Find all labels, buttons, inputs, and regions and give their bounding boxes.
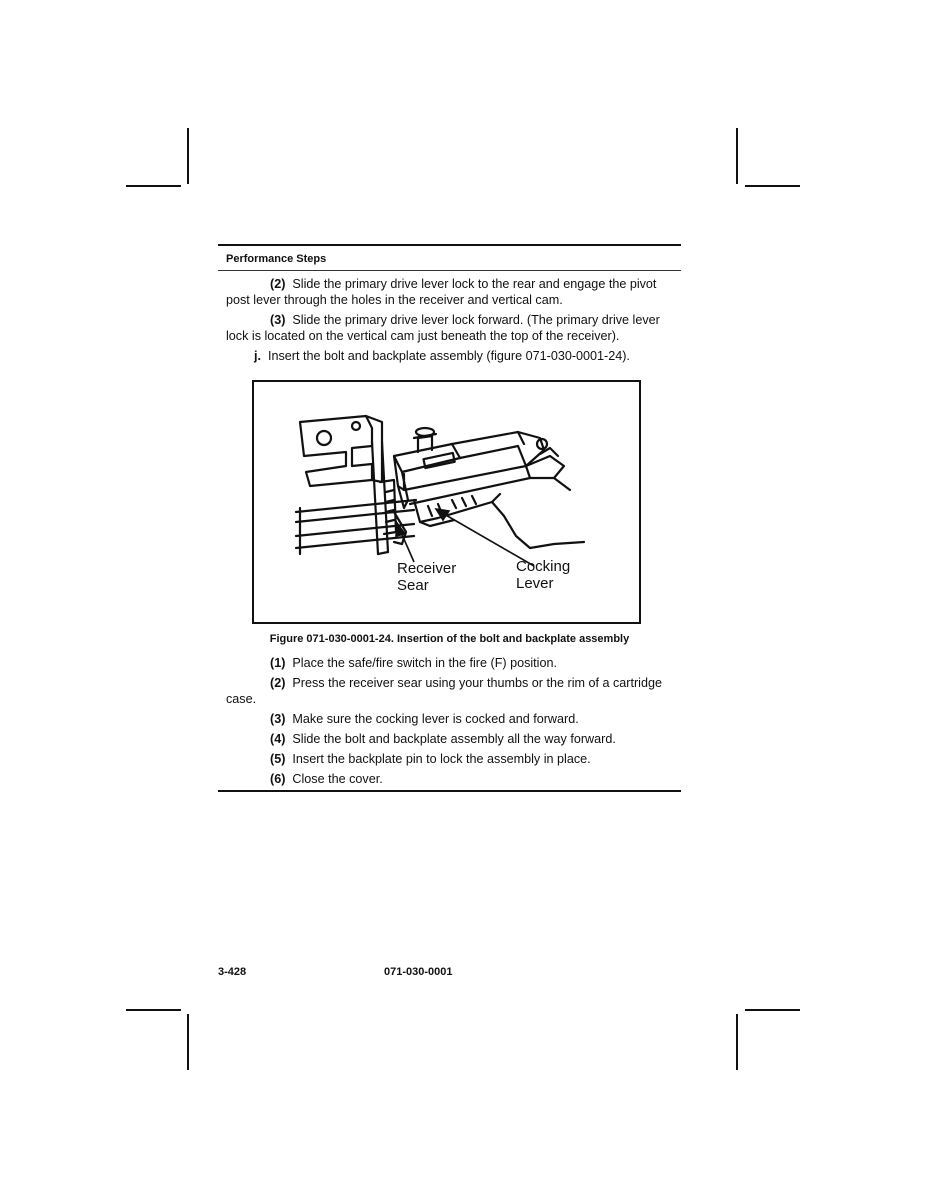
crop-mark-top-left-vertical	[187, 128, 189, 184]
step-number: (5)	[270, 752, 286, 766]
step-j-insert-bolt	[226, 348, 679, 364]
step-2-lever-lock-rear	[226, 276, 679, 308]
step-3-cocking-lever-check	[226, 711, 679, 727]
callout-receiver-sear	[397, 560, 456, 594]
step-1-safe-fire-switch	[226, 655, 679, 671]
crop-mark-bottom-left-vertical	[187, 1014, 189, 1070]
step-text: Insert the backplate pin to lock the assembly in place.	[292, 752, 591, 766]
step-number: (2)	[270, 676, 286, 690]
step-5-insert-backplate-pin	[226, 751, 679, 767]
crop-mark-bottom-left-horizontal	[126, 1009, 181, 1011]
step-2-press-receiver-sear	[226, 675, 679, 707]
step-text: Slide the primary drive lever lock to the rear and engage the pivot post lever through the holes in the receiver and vertical cam.	[226, 277, 657, 307]
step-4-slide-bolt-forward	[226, 731, 679, 747]
section-bottom-rule	[218, 790, 681, 792]
step-text: Place the safe/fire switch in the fire (F) position.	[292, 656, 557, 670]
step-text: Make sure the cocking lever is cocked and forward.	[292, 712, 579, 726]
callout-line: Lever	[516, 575, 554, 592]
callout-line: Cocking	[516, 558, 571, 575]
crop-mark-bottom-right-horizontal	[745, 1009, 800, 1011]
callout-line: Sear	[397, 577, 429, 594]
performance-steps-section	[218, 244, 681, 792]
step-number: (3)	[270, 712, 286, 726]
crop-mark-bottom-right-vertical	[736, 1014, 738, 1070]
step-text: Insert the bolt and backplate assembly (figure 071-030-0001-24).	[268, 349, 630, 363]
step-number: (6)	[270, 772, 286, 786]
steps-after-figure	[218, 655, 681, 787]
crop-mark-top-left-horizontal	[126, 185, 181, 187]
step-text: Press the receiver sear using your thumbs or the rim of a cartridge case.	[226, 676, 662, 706]
step-text: Slide the bolt and backplate assembly all the way forward.	[292, 732, 616, 746]
callout-cocking-lever	[516, 558, 570, 592]
step-text: Slide the primary drive lever lock forward. (The primary drive lever lock is located on the vertical cam just beneath the top of the receiver).	[226, 313, 660, 343]
task-number: 071-030-0001	[384, 966, 453, 978]
callout-line: Receiver	[397, 560, 457, 577]
figure-caption: Figure 071-030-0001-24. Insertion of the bolt and backplate assembly	[269, 633, 630, 645]
page-number: 3-428	[218, 966, 247, 978]
step-6-close-cover	[226, 771, 679, 787]
step-number: (2)	[270, 277, 286, 291]
step-3-lever-lock-forward	[226, 312, 679, 344]
figure-bolt-backplate-insertion	[252, 380, 641, 624]
crop-mark-top-right-horizontal	[745, 185, 800, 187]
section-header: Performance Steps	[226, 253, 327, 265]
steps-before-figure	[218, 271, 681, 364]
crop-mark-top-right-vertical	[736, 128, 738, 184]
step-number: (4)	[270, 732, 286, 746]
step-number: (1)	[270, 656, 286, 670]
step-number: (3)	[270, 313, 286, 327]
step-text: Close the cover.	[292, 772, 383, 786]
step-number: j.	[254, 349, 261, 363]
